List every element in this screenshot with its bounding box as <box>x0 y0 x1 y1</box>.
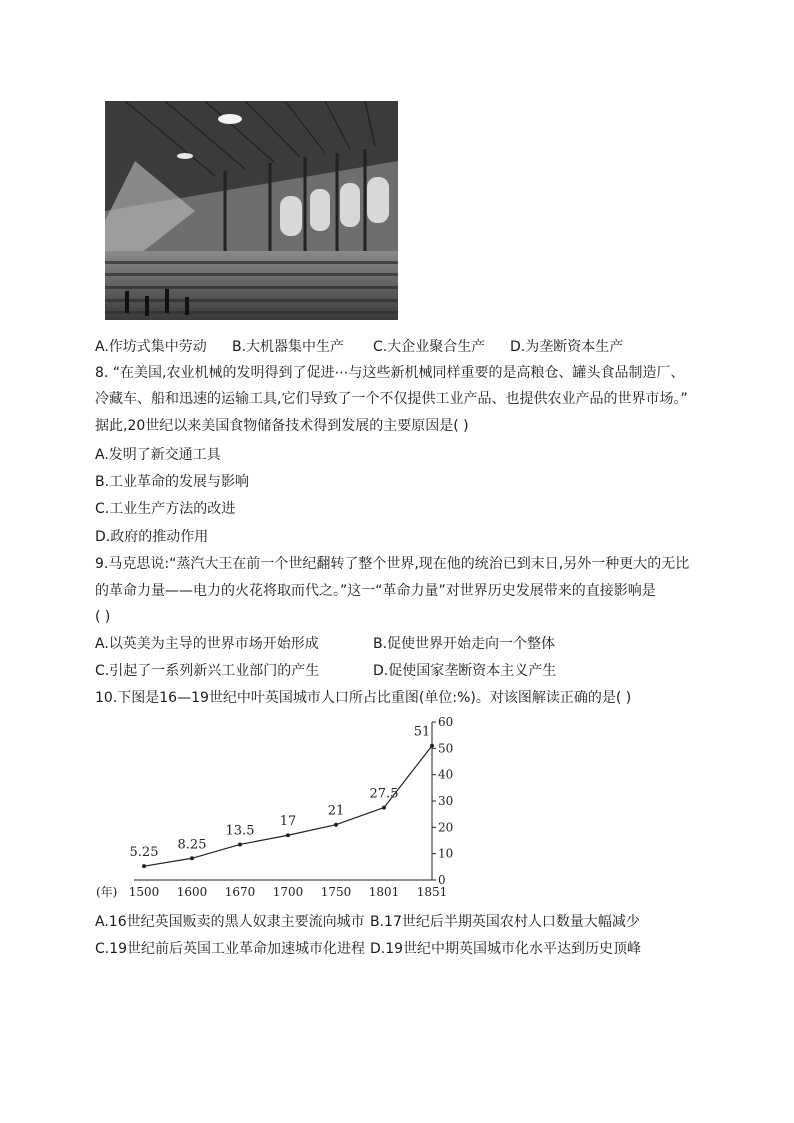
x-tick-label: 1851 <box>416 885 448 899</box>
x-tick-label: 1500 <box>128 885 160 899</box>
data-point <box>190 856 194 860</box>
y-tick-label: 50 <box>438 741 454 756</box>
data-label: 51 <box>413 724 431 740</box>
q9-stem-line-2: 的革命力量——电力的火花将取而代之。”这一“革命力量”对世界历史发展带来的直接影响是 <box>95 583 656 599</box>
data-label: 21 <box>327 803 345 819</box>
y-tick-label: 40 <box>438 767 454 782</box>
data-label: 27.5 <box>369 786 399 802</box>
data-point <box>334 823 338 827</box>
x-tick-label: 1750 <box>320 885 352 899</box>
data-label: 17 <box>279 814 297 830</box>
data-point <box>286 833 290 837</box>
data-label: 5.25 <box>129 845 159 861</box>
q10-option-c: C.19世纪前后英国工业革命加速城市化进程 <box>95 941 366 957</box>
x-axis-unit-label: (年) <box>96 885 118 899</box>
q9-stem-line-1: 9.马克思说:“蒸汽大王在前一个世纪翻转了整个世界,现在他的统治已到末日,另外一种更大的无比 <box>95 556 690 572</box>
q8-stem-line-3: 据此,20世纪以来美国食物储备技术得到发展的主要原因是( ) <box>95 418 469 434</box>
q9-option-c: C.引起了一系列新兴工业部门的产生 <box>95 663 320 679</box>
q9-option-b: B.促使世界开始走向一个整体 <box>373 636 556 652</box>
y-tick-label: 0 <box>438 873 446 887</box>
y-tick-label: 30 <box>438 794 454 808</box>
factory-hall-drawing <box>105 101 398 320</box>
q7-option-c: C.大企业聚合生产 <box>373 339 486 355</box>
q9-option-d: D.促使国家垄断资本主义产生 <box>373 663 557 679</box>
q7-option-b: B.大机器集中生产 <box>232 339 345 355</box>
q8-stem-line-2: 冷藏车、船和迅速的运输工具,它们导致了一个不仅提供工业产品、也提供农业产品的世界市场。” <box>95 391 688 407</box>
data-point <box>382 806 386 810</box>
q8-stem-line-1: 8. “在美国,农业机械的发明得到了促进⋯与这些新机械同样重要的是高粮仓、罐头食品制造厂、 <box>95 365 685 381</box>
y-tick-label: 10 <box>438 846 454 861</box>
x-tick-label: 1670 <box>224 885 256 899</box>
x-tick-label: 1600 <box>176 885 208 899</box>
q8-option-d: D.政府的推动作用 <box>95 529 209 545</box>
x-tick-label: 1700 <box>272 885 304 899</box>
q8-option-a: A.发明了新交通工具 <box>95 447 221 463</box>
y-tick-label: 20 <box>438 820 454 835</box>
data-point <box>238 842 242 846</box>
q10-option-d: D.19世纪中期英国城市化水平达到历史顶峰 <box>370 941 642 957</box>
x-tick-label: 1801 <box>368 885 400 899</box>
data-label: 13.5 <box>225 823 255 839</box>
y-tick-label: 60 <box>438 715 454 729</box>
q9-stem-line-3: ( ) <box>95 609 111 625</box>
data-labels <box>130 725 431 860</box>
q8-option-c: C.工业生产方法的改进 <box>95 501 236 517</box>
x-axis-ticks <box>129 885 448 899</box>
factory-hall-illustration <box>105 101 398 320</box>
q10-stem: 10.下图是16—19世纪中叶英国城市人口所占比重图(单位:%)。对该图解读正确的是( ) <box>95 690 632 706</box>
data-point <box>142 864 146 868</box>
q8-option-b: B.工业革命的发展与影响 <box>95 474 250 490</box>
y-axis-ticks <box>432 715 453 887</box>
data-label: 8.25 <box>177 837 207 853</box>
q10-option-a: A.16世纪英国贩卖的黑人奴隶主要流向城市 <box>95 914 365 930</box>
data-point <box>430 744 434 748</box>
q9-option-a: A.以英美为主导的世界市场开始形成 <box>95 636 319 652</box>
q10-option-b: B.17世纪后半期英国农村人口数量大幅减少 <box>370 914 640 930</box>
q7-option-d: D.为垄断资本生产 <box>510 339 624 355</box>
urban-population-chart <box>90 712 470 902</box>
q7-option-a: A.作坊式集中劳动 <box>95 339 207 355</box>
